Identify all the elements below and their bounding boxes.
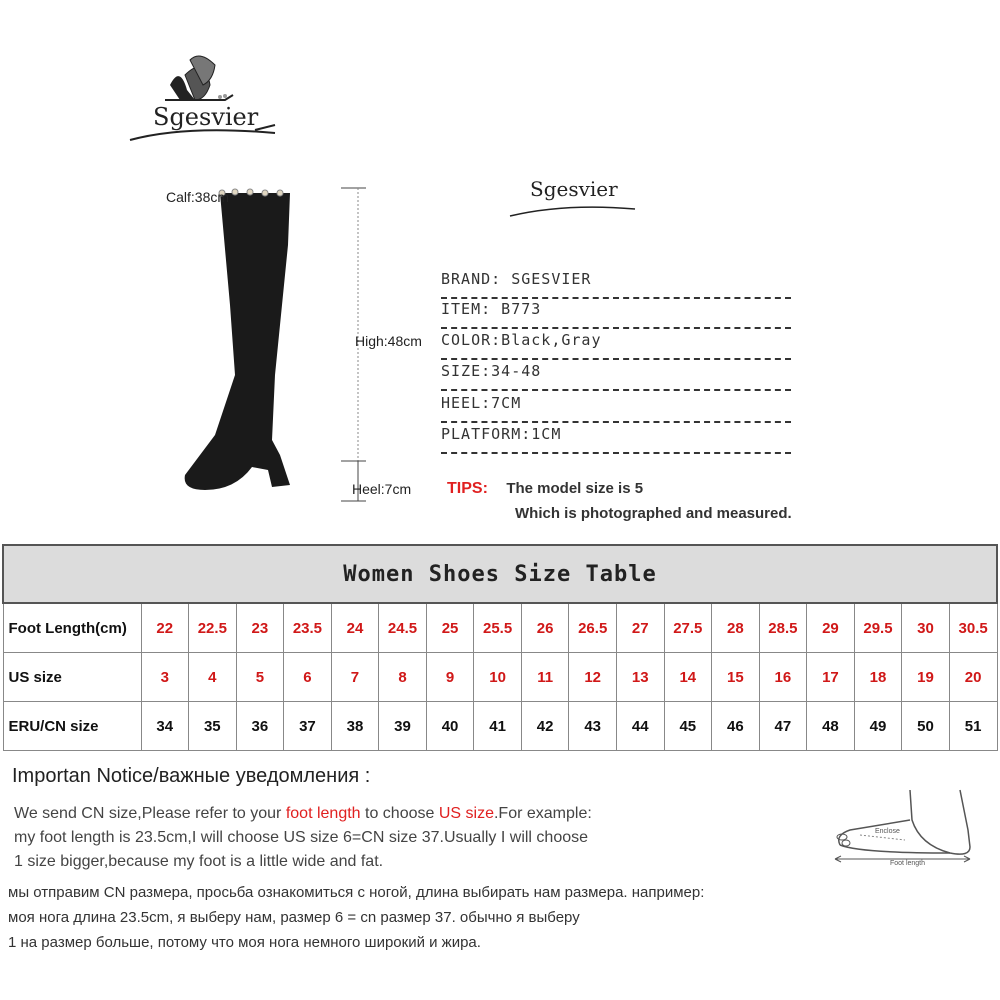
table-cell: 50 <box>902 702 950 751</box>
spec-item: ITEM: B773 <box>441 297 791 329</box>
table-row <box>3 702 997 751</box>
table-cell: 20 <box>949 653 997 702</box>
table-cell: 26.5 <box>569 603 617 653</box>
tips-line2: Which is photographed and measured. <box>515 505 792 522</box>
foot-length-label: Foot length <box>890 860 926 867</box>
spec-color: COLOR:Black,Gray <box>441 328 791 360</box>
table-cell: 27.5 <box>664 603 712 653</box>
table-cell: 5 <box>236 653 284 702</box>
butterfly-heel-icon <box>125 45 285 155</box>
table-cell: 23 <box>236 603 284 653</box>
table-cell: 27 <box>616 603 664 653</box>
table-cell: 46 <box>712 702 760 751</box>
table-cell: 6 <box>284 653 332 702</box>
table-cell: 43 <box>569 702 617 751</box>
table-cell: 16 <box>759 653 807 702</box>
table-cell: 41 <box>474 702 522 751</box>
table-cell: 40 <box>426 702 474 751</box>
table-row <box>3 653 997 702</box>
notice-en-line3: 1 size bigger,because my foot is a little wide and fat. <box>14 853 384 870</box>
notice-ru-line1: мы отправим CN размера, просьба ознакомиться с ногой, длина выбирать нам размера. например: <box>8 884 705 901</box>
table-cell: 45 <box>664 702 712 751</box>
table-cell: 34 <box>141 702 189 751</box>
notice-en-line1: We send CN size,Please refer to your foot length to choose US size.For example: <box>14 805 592 822</box>
table-cell: 10 <box>474 653 522 702</box>
table-cell: 48 <box>807 702 855 751</box>
table-cell: 29.5 <box>854 603 902 653</box>
table-cell: 23.5 <box>284 603 332 653</box>
foot-length-highlight: foot length <box>285 805 361 822</box>
table-cell: 49 <box>854 702 902 751</box>
tips-line1: The model size is 5 <box>506 480 644 497</box>
foot-diagram <box>820 785 990 875</box>
table-cell: 38 <box>331 702 379 751</box>
table-cell: 25 <box>426 603 474 653</box>
table-cell: 28.5 <box>759 603 807 653</box>
tips-label: TIPS: <box>447 480 488 497</box>
table-cell: 24 <box>331 603 379 653</box>
spec-size: SIZE:34-48 <box>441 359 791 391</box>
tips <box>447 480 643 498</box>
table-cell: 26 <box>521 603 569 653</box>
table-cell: 11 <box>521 653 569 702</box>
brand-logo-text: Sgesvier <box>153 103 259 131</box>
secondary-logo-text: Sgesvier <box>530 177 618 201</box>
table-cell: 30.5 <box>949 603 997 653</box>
boot-image <box>180 185 320 505</box>
calf-measurement: Calf:38cm <box>166 189 230 205</box>
table-cell: 35 <box>189 702 237 751</box>
table-cell: 12 <box>569 653 617 702</box>
height-measurement: High:48cm <box>355 333 422 349</box>
spec-heel: HEEL:7CM <box>441 391 791 423</box>
table-row <box>3 603 997 653</box>
enclose-label: Enclose <box>875 828 900 835</box>
table-cell: 18 <box>854 653 902 702</box>
notice-ru-line3: 1 на размер больше, потому что моя нога немного широкий и жира. <box>8 934 481 951</box>
size-table <box>2 544 998 751</box>
table-cell: 4 <box>189 653 237 702</box>
table-cell: 22.5 <box>189 603 237 653</box>
table-cell: 44 <box>616 702 664 751</box>
row-header: Foot Length(cm) <box>3 603 141 653</box>
table-cell: 9 <box>426 653 474 702</box>
table-cell: 39 <box>379 702 427 751</box>
table-cell: 47 <box>759 702 807 751</box>
notice-ru-line2: моя нога длина 23.5cm, я выберу нам, размер 6 = cn размер 37. обычно я выберу <box>8 909 580 926</box>
table-cell: 19 <box>902 653 950 702</box>
table-cell: 36 <box>236 702 284 751</box>
table-cell: 7 <box>331 653 379 702</box>
size-table-title: Women Shoes Size Table <box>3 545 997 603</box>
table-cell: 22 <box>141 603 189 653</box>
table-cell: 28 <box>712 603 760 653</box>
table-cell: 24.5 <box>379 603 427 653</box>
table-cell: 8 <box>379 653 427 702</box>
table-cell: 30 <box>902 603 950 653</box>
table-cell: 14 <box>664 653 712 702</box>
secondary-logo <box>505 175 645 225</box>
heel-measurement: Heel:7cm <box>352 481 412 497</box>
table-cell: 42 <box>521 702 569 751</box>
table-cell: 51 <box>949 702 997 751</box>
spec-brand: BRAND: SGESVIER <box>441 267 791 299</box>
table-cell: 13 <box>616 653 664 702</box>
table-cell: 29 <box>807 603 855 653</box>
brand-logo <box>125 45 285 155</box>
spec-platform: PLATFORM:1CM <box>441 422 791 454</box>
table-cell: 17 <box>807 653 855 702</box>
us-size-highlight: US size <box>438 805 494 822</box>
table-cell: 37 <box>284 702 332 751</box>
table-cell: 15 <box>712 653 760 702</box>
row-header: US size <box>3 653 141 702</box>
table-cell: 25.5 <box>474 603 522 653</box>
row-header: ERU/CN size <box>3 702 141 751</box>
notice-en-line2: my foot length is 23.5cm,I will choose US size 6=CN size 37.Usually I will choose <box>14 829 589 846</box>
table-cell: 3 <box>141 653 189 702</box>
notice-title: Importan Notice/важные уведомления : <box>12 765 371 787</box>
